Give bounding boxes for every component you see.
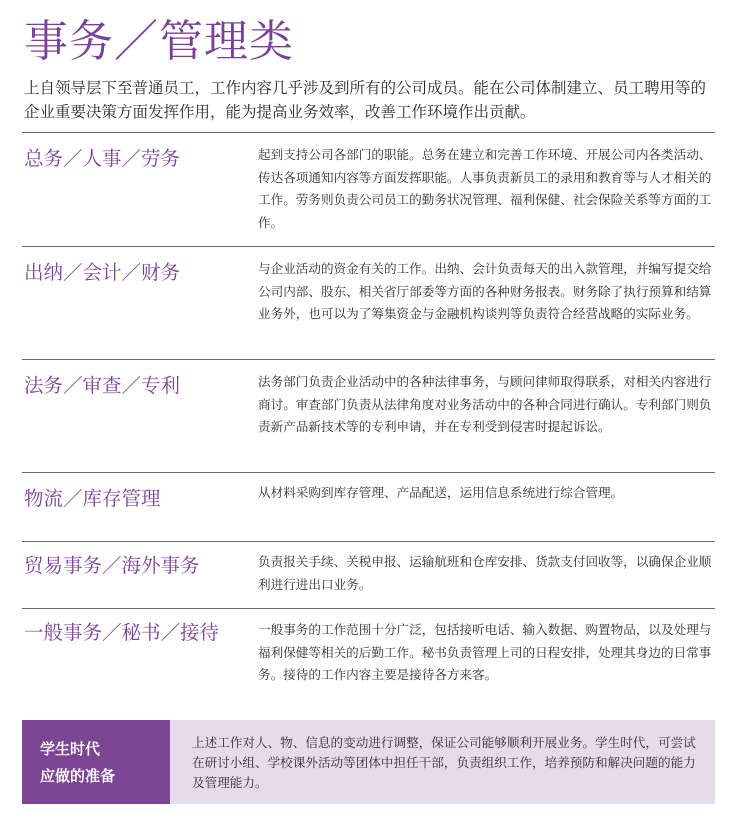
table-row: [22, 246, 715, 359]
category-description: 法务部门负责企业活动中的各种法律事务，与顾问律师取得联系，对相关内容进行商讨。审查部门负责从法律角度对业务活动中的各种合同进行确认。专利部门则负责新产品新技术等的专利申请，并在专利受到侵害时提起诉讼。: [258, 374, 712, 434]
category-description: 一般事务的工作范围十分广泛，包括接听电话、输入数据、购置物品，以及处理与福利保健等相关的后勤工作。秘书负责管理上司的日程安排，处理其身边的日常事务。接待的工作内容主要是接待各方来客。: [258, 622, 712, 682]
table-row: [22, 608, 715, 698]
student-preparation-box: [22, 720, 715, 804]
job-category-table: [22, 132, 715, 698]
preparation-label-line2: 应做的准备: [40, 767, 116, 785]
category-label: 物流／库存管理: [24, 487, 161, 510]
category-description: 负责报关手续、关税申报、运输航班和仓库安排、货款支付回收等，以确保企业顺利进行进出口业务。: [258, 554, 712, 592]
table-row: [22, 541, 715, 608]
category-label: 一般事务／秘书／接待: [24, 621, 220, 644]
category-description: 从材料采购到库存管理、产品配送，运用信息系统进行综合管理。: [258, 485, 624, 500]
table-row: [22, 472, 715, 541]
page-title: 事务／管理类: [24, 16, 294, 67]
category-label: 法务／审查／专利: [24, 374, 181, 397]
category-label: 出纳／会计／财务: [24, 261, 181, 284]
category-label: 总务／人事／劳务: [24, 147, 181, 170]
category-description: 与企业活动的资金有关的工作。出纳、会计负责每天的出入款管理，并编写提交给公司内部、股东、相关省厅部委等方面的各种财务报表。财务除了执行预算和结算业务外，也可以为了筹集资金与金融机构谈判等负责符合经营战略的实际业务。: [258, 261, 712, 321]
category-description: 起到支持公司各部门的职能。总务在建立和完善工作环境、开展公司内各类活动、传达各项通知内容等方面发挥职能。人事负责新员工的录用和教育等与人才相关的工作。劳务则负责公司员工的勤务状况管理、福利保健、社会保险关系等方面的工作。: [258, 147, 712, 230]
preparation-label: [22, 720, 170, 804]
preparation-label-line1: 学生时代: [40, 740, 101, 758]
table-row: [22, 132, 715, 246]
table-row: [22, 359, 715, 472]
preparation-text: 上述工作对人、物、信息的变动进行调整，保证公司能够顺利开展业务。学生时代，可尝试在研讨小组、学校课外活动等团体中担任干部，负责组织工作，培养预防和解决问题的能力及管理能力。: [192, 735, 696, 790]
category-label: 贸易事务／海外事务: [24, 554, 200, 577]
intro-paragraph: 上自领导层下至普通员工，工作内容几乎涉及到所有的公司成员。能在公司体制建立、员工聘用等的企业重要决策方面发挥作用，能为提高业务效率，改善工作环境作出贡献。: [24, 79, 707, 121]
